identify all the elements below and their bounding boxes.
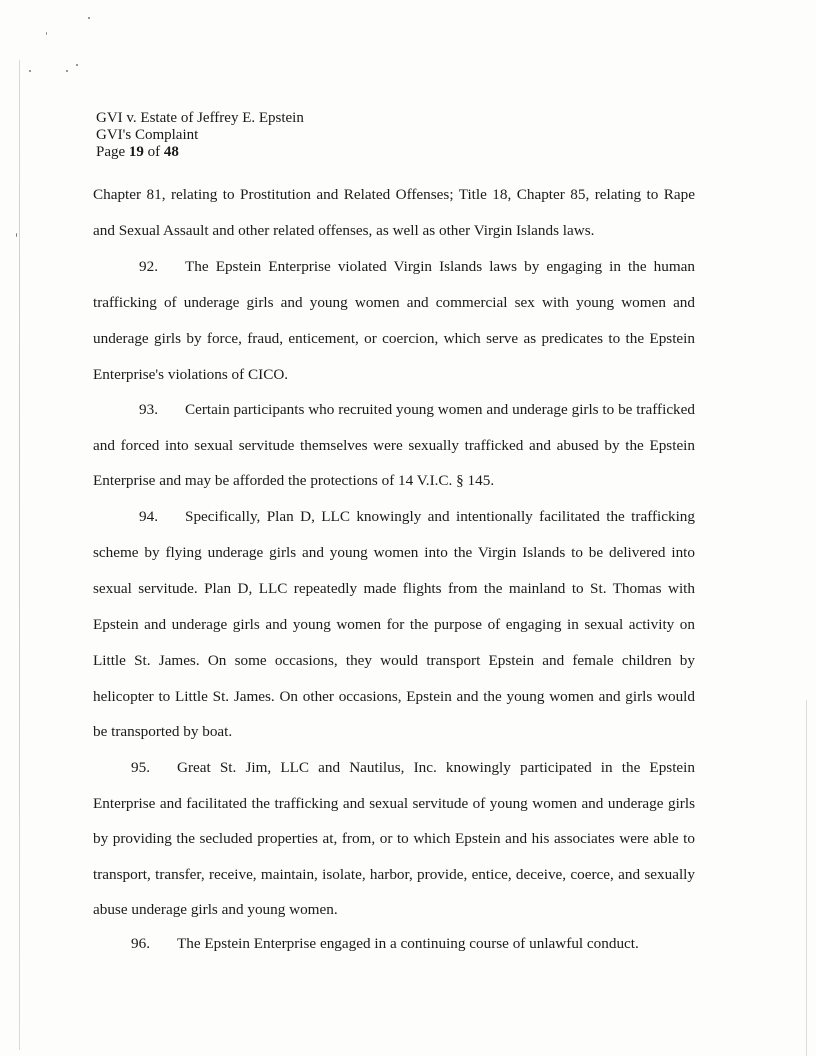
page-number	[96, 144, 304, 161]
paragraph-first-line	[139, 508, 695, 526]
paragraph-first-line	[139, 258, 695, 276]
text-line: transport, transfer, receive, maintain, isolate, harbor, provide, entice, deceive, coerce, and sexually	[93, 866, 695, 883]
text-line: scheme by flying underage girls and young women into the Virgin Islands to be delivered into	[93, 544, 695, 561]
text-line: Great St. Jim, LLC and Nautilus, Inc. knowingly participated in the Epstein	[177, 759, 695, 776]
paragraph-number: 94.	[139, 508, 158, 525]
text-line: Certain participants who recruited young women and underage girls to be trafficked	[185, 401, 695, 418]
text-line: underage girls by force, fraud, enticement, or coercion, which serve as predicates to the Epstein	[93, 330, 695, 347]
paragraph-first-line	[131, 935, 639, 953]
scan-speck	[88, 17, 90, 19]
scan-speck	[46, 32, 47, 35]
text-line: Epstein and underage girls and young women for the purpose of engaging in sexual activity on	[93, 616, 695, 633]
page-current: 19	[128, 144, 144, 160]
page-of: of	[143, 144, 164, 160]
scan-speck	[16, 233, 17, 237]
document-title: GVI's Complaint	[96, 127, 199, 143]
text-line: trafficking of underage girls and young women and commercial sex with young women and	[93, 294, 695, 311]
scan-speck	[76, 64, 78, 66]
text-line: Enterprise and may be afforded the protections of 14 V.I.C. § 145.	[93, 472, 495, 489]
text-line: helicopter to Little St. James. On other occasions, Epstein and the young women and girls would	[93, 688, 695, 705]
case-title: GVI v. Estate of Jeffrey E. Epstein	[96, 110, 304, 126]
paragraph-number: 95.	[131, 759, 150, 776]
page-header	[96, 110, 304, 161]
scan-edge-right	[806, 700, 807, 1056]
text-line: Specifically, Plan D, LLC knowingly and intentionally facilitated the trafficking	[185, 508, 695, 525]
text-line: and forced into sexual servitude themselves were sexually trafficked and abused by the Epstein	[93, 437, 695, 454]
text-line: Chapter 81, relating to Prostitution and Related Offenses; Title 18, Chapter 85, relating to Rape	[93, 186, 695, 203]
paragraph-number: 92.	[139, 258, 158, 275]
scan-edge-left	[19, 60, 20, 1050]
paragraph-first-line	[131, 759, 695, 777]
text-line: Enterprise and facilitated the trafficking and sexual servitude of young women and underage girls	[93, 795, 695, 812]
text-line: Enterprise's violations of CICO.	[93, 366, 289, 383]
text-line: abuse underage girls and young women.	[93, 901, 338, 918]
text-line: and Sexual Assault and other related offenses, as well as other Virgin Islands laws.	[93, 222, 595, 239]
text-line: Little St. James. On some occasions, they would transport Epstein and female children by	[93, 652, 695, 669]
paragraph-first-line	[139, 401, 695, 419]
text-line: be transported by boat.	[93, 723, 233, 740]
scan-speck	[66, 70, 68, 72]
paragraph-number: 96.	[131, 935, 150, 952]
text-line: sexual servitude. Plan D, LLC repeatedly made flights from the mainland to St. Thomas with	[93, 580, 695, 597]
scan-speck	[29, 70, 31, 72]
paragraph-number: 93.	[139, 401, 158, 418]
page-total: 48	[163, 144, 179, 160]
text-line: The Epstein Enterprise violated Virgin Islands laws by engaging in the human	[185, 258, 695, 275]
page-prefix: Page	[96, 144, 129, 160]
text-line: The Epstein Enterprise engaged in a continuing course of unlawful conduct.	[177, 935, 639, 952]
text-line: by providing the secluded properties at, from, or to which Epstein and his associates were able to	[93, 830, 695, 847]
